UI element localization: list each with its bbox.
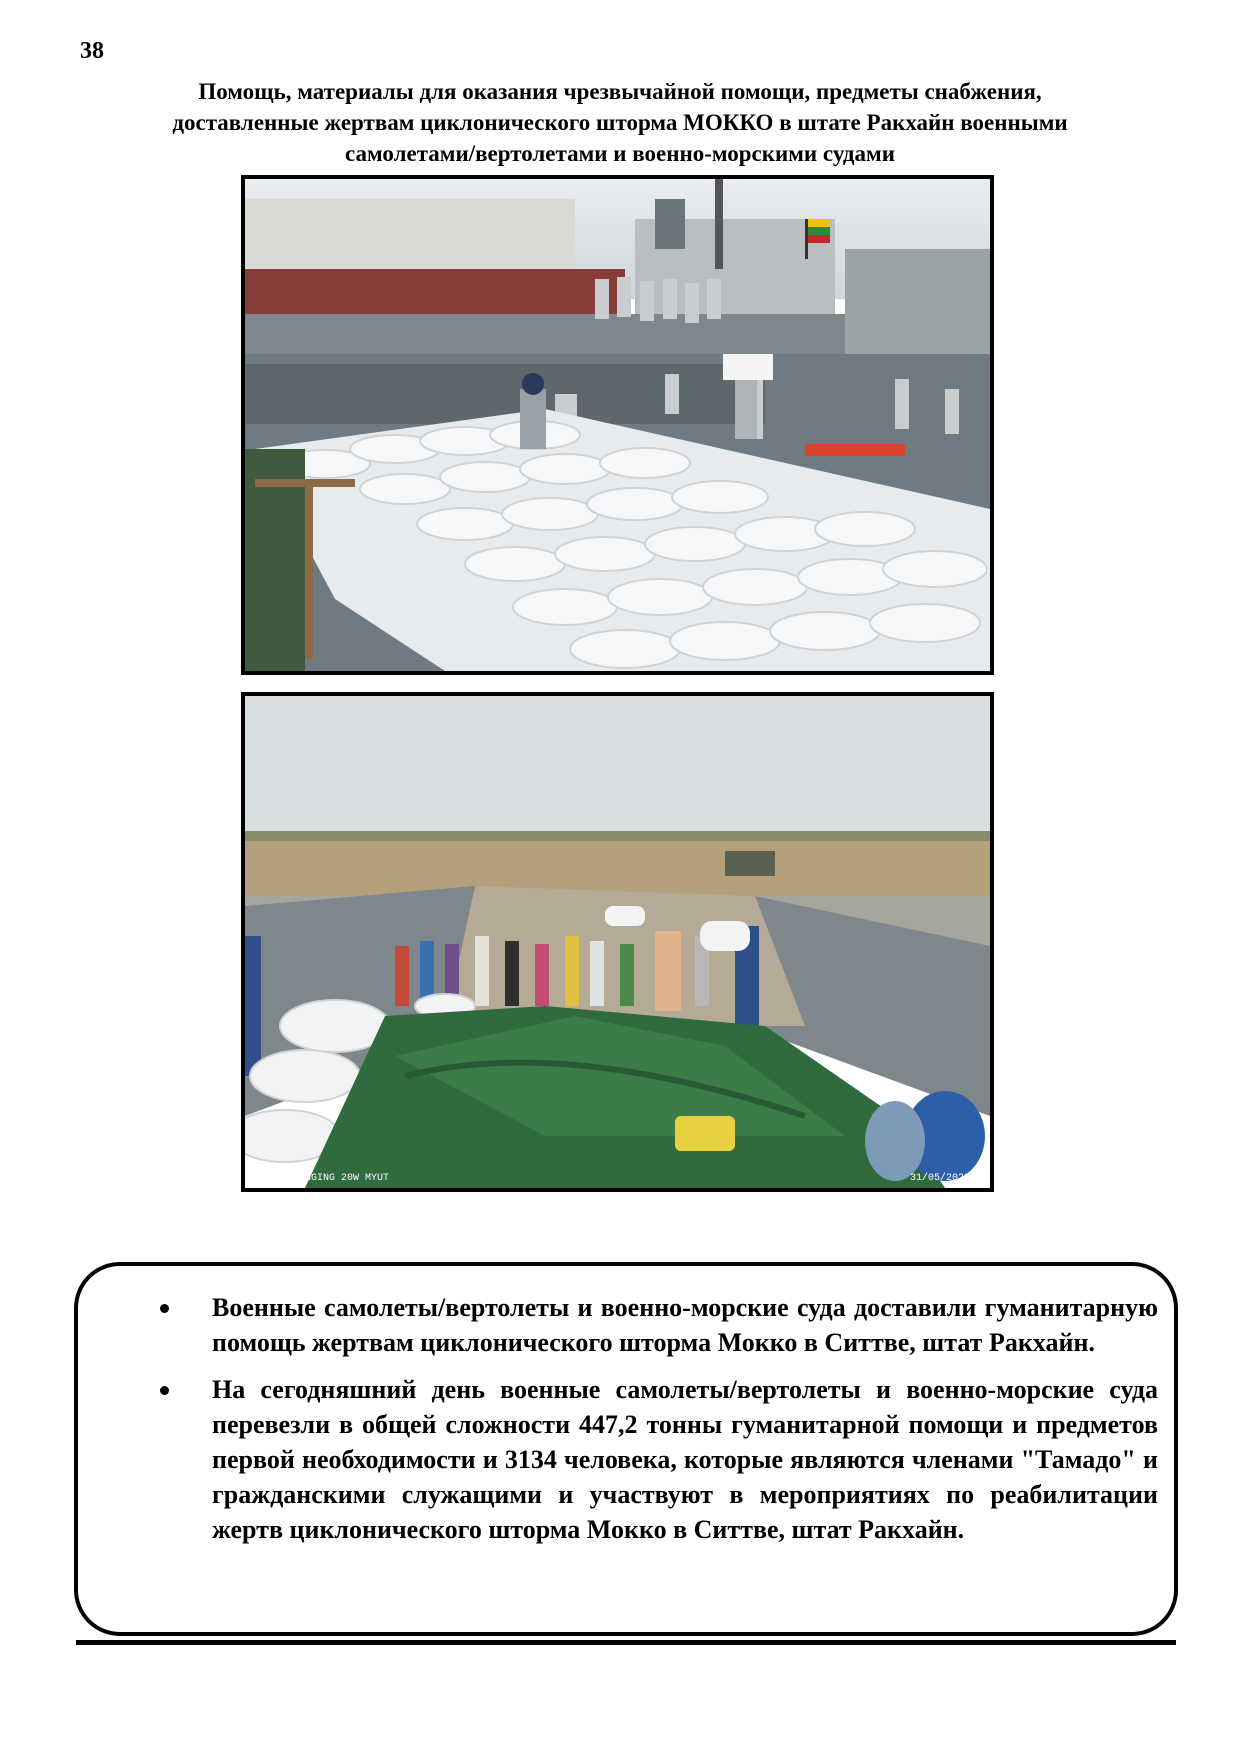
photo-2-illustration xyxy=(245,696,990,1188)
bullet-icon xyxy=(160,1304,169,1313)
bottom-divider xyxy=(76,1640,1176,1645)
bullet-icon xyxy=(160,1386,169,1395)
bullet-text-2: На сегодняшний день военные самолеты/вертолеты и военно-морские суда перевезли в общей сложности 447,2 тонны гуманитарной помощи и предметов первой необходимости и 3134 человека, которые являются членами "Тамадо" и гражданскими служащими и участвуют в мероприятиях по реабилитации жертв циклонического шторма Мокко в Ситтве, штат Ракхайн. xyxy=(212,1375,1158,1544)
photo-landing-craft-unloading xyxy=(241,692,994,1192)
page-number: 38 xyxy=(80,38,104,64)
bullet-item-1 xyxy=(138,1290,1158,1360)
info-box xyxy=(74,1262,1178,1636)
bullet-text-1: Военные самолеты/вертолеты и военно-морские суда доставили гуманитарную помощь жертвам циклонического шторма Мокко в Ситтве, штат Ракхайн. xyxy=(212,1293,1158,1357)
photo-1-illustration xyxy=(245,179,990,671)
bullet-item-2 xyxy=(138,1372,1158,1547)
photo-stamp-right: 31/05/2023 xyxy=(910,1173,971,1184)
photo-rice-sacks-on-ship xyxy=(241,175,994,675)
page-title xyxy=(110,76,1130,169)
title-line-2: доставленные жертвам циклонического шторма МОККО в штате Ракхайн военными xyxy=(172,110,1068,135)
title-line-3: самолетами/вертолетами и военно-морскими судами xyxy=(345,141,895,166)
title-line-1: Помощь, материалы для оказания чрезвычайной помощи, предметы снабжения, xyxy=(198,79,1042,104)
photo-stamp-left: LIN 60 1 NGING 20W MYUT xyxy=(251,1173,390,1184)
bullet-list xyxy=(138,1290,1158,1559)
